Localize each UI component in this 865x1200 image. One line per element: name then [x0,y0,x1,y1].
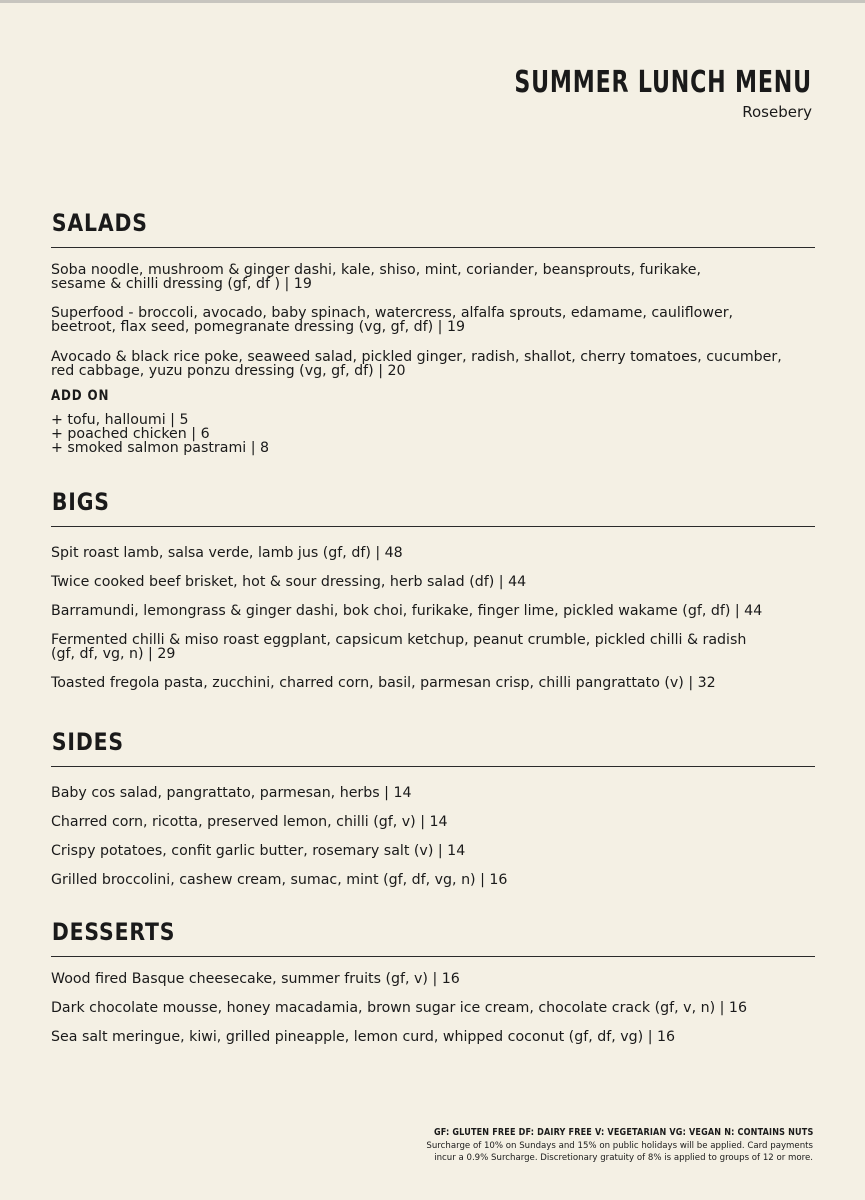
addon-list [51,413,815,455]
addon-title: ADD ON [51,388,110,404]
menu-item: Dark chocolate mousse, honey macadamia, brown sugar ice cream, chocolate crack (gf, v, n) | 16 [51,1000,747,1016]
menu-item: Superfood - broccoli, avocado, baby spinach, watercress, alfalfa sprouts, edamame, cauliflower, beetroot, flax seed, pomegranate dressing (vg, gf, df) | 19 [51,305,734,335]
section-title-desserts: DESSERTS [51,918,176,946]
salads-section [51,208,815,455]
menu-item: Soba noodle, mushroom & ginger dashi, kale, shiso, mint, coriander, beansprouts, furikake, sesame & chilli dressing (gf, df ) | 19 [51,262,701,292]
menu-item: Sea salt meringue, kiwi, grilled pineapple, lemon curd, whipped coconut (gf, df, vg) | 16 [51,1029,676,1045]
menu-item: Baby cos salad, pangrattato, parmesan, herbs | 14 [51,785,412,801]
surcharge-note-line: incur a 0.9% Surcharge. Discretionary gratuity of 8% is applied to groups of 12 or more. [434,1153,813,1163]
dietary-legend: GF: GLUTEN FREE DF: DAIRY FREE V: VEGETARIAN VG: VEGAN N: CONTAINS NUTS [433,1127,813,1138]
bigs-section [51,487,815,690]
desserts-section [51,917,815,1044]
desserts-list [51,972,815,1044]
top-divider [0,0,865,3]
addon-item: + smoked salmon pastrami | 8 [51,440,270,456]
surcharge-note [367,1140,813,1164]
section-title-bigs: BIGS [51,488,110,516]
menu-footer [367,1127,813,1164]
bigs-list [51,546,815,690]
menu-item: Charred corn, ricotta, preserved lemon, chilli (gf, v) | 14 [51,814,448,830]
surcharge-note-line: Surcharge of 10% on Sundays and 15% on public holidays will be applied. Card payments [426,1141,813,1151]
section-title-salads: SALADS [51,209,148,237]
menu-header [449,64,812,121]
section-divider [51,766,815,767]
sides-list [51,786,815,887]
menu-item: Crispy potatoes, confit garlic butter, rosemary salt (v) | 14 [51,843,466,859]
addon-item: + poached chicken | 6 [51,426,210,442]
addon-item: + tofu, halloumi | 5 [51,412,189,428]
section-title-sides: SIDES [51,728,124,756]
menu-item: Toasted fregola pasta, zucchini, charred corn, basil, parmesan crisp, chilli pangrattato (v) | 32 [51,675,716,691]
menu-item: Avocado & black rice poke, seaweed salad, pickled ginger, radish, shallot, cherry tomatoes, cucumber, red cabbage, yuzu ponzu dressing (vg, gf, df) | 20 [51,349,782,379]
section-divider [51,526,815,527]
salads-list [51,263,815,378]
menu-item: Wood fired Basque cheesecake, summer fruits (gf, v) | 16 [51,971,460,987]
sides-section [51,727,815,887]
menu-item: Barramundi, lemongrass & ginger dashi, bok choi, furikake, finger lime, pickled wakame (gf, df) | 44 [51,603,763,619]
menu-location: Rosebery [742,103,812,121]
menu-item: Fermented chilli & miso roast eggplant, capsicum ketchup, peanut crumble, pickled chilli & radish (gf, df, vg, n) | 29 [51,632,747,662]
section-divider [51,247,815,248]
menu-item: Spit roast lamb, salsa verde, lamb jus (gf, df) | 48 [51,545,403,561]
section-divider [51,956,815,957]
menu-item: Twice cooked beef brisket, hot & sour dressing, herb salad (df) | 44 [51,574,527,590]
menu-item: Grilled broccolini, cashew cream, sumac, mint (gf, df, vg, n) | 16 [51,872,508,888]
menu-title: SUMMER LUNCH MENU [514,65,812,100]
